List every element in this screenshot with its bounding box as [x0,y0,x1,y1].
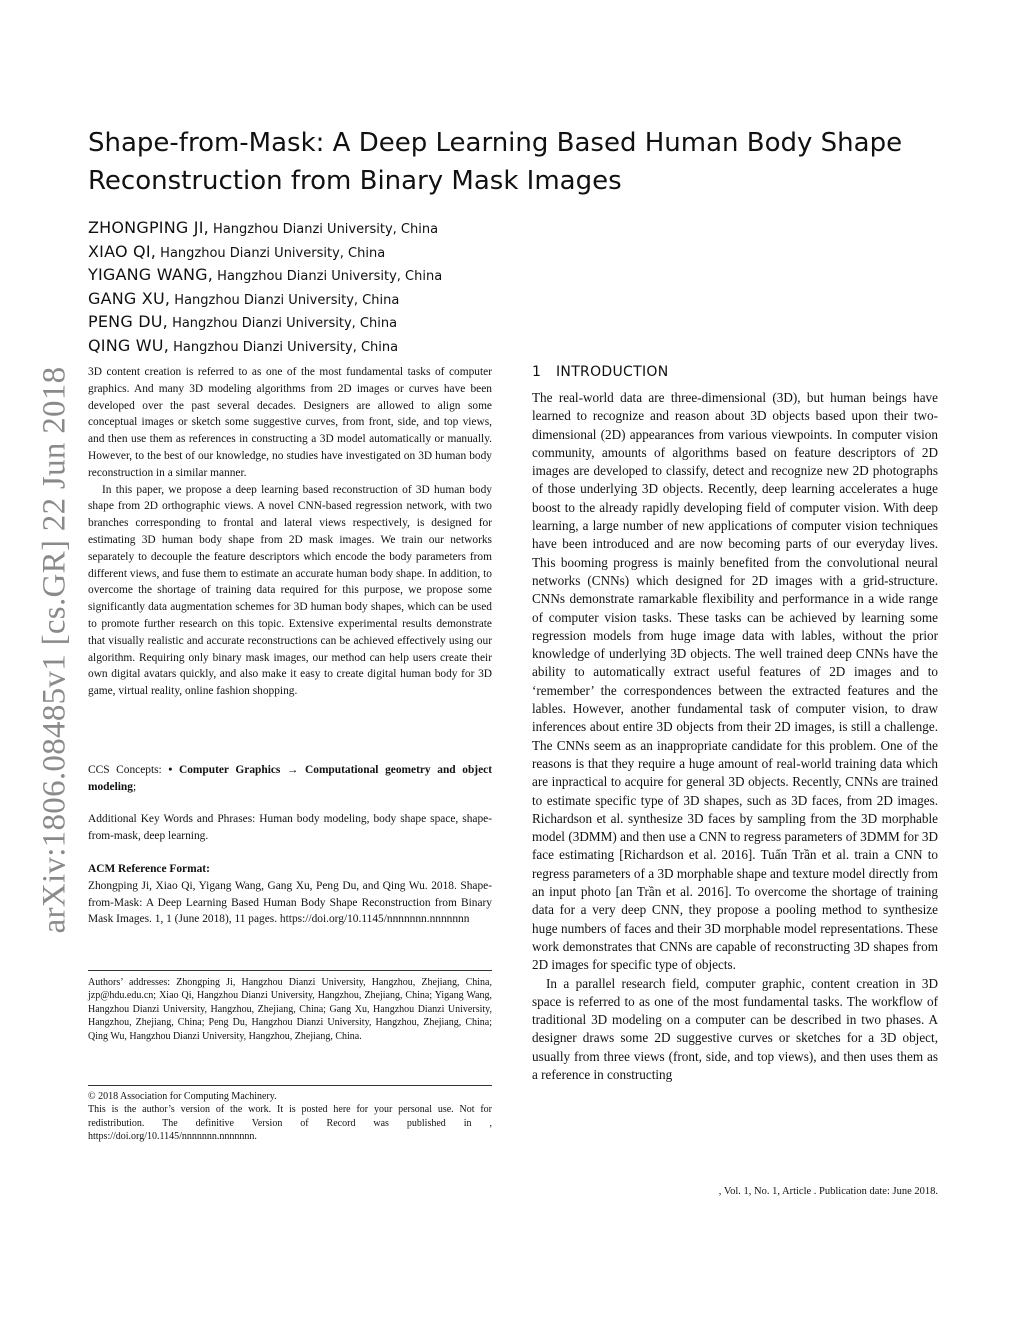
intro-paragraph-1: The real-world data are three-dimensional (3D), but human beings have learned to recognize and reason about 3D objects based upon their two-dimensional (2D) appearances from various viewpoints. In computer vision community, amounts of algorithms based on feature descriptors of 2D images are developed to classify, detect and recognize new 2D photographs of those underlying 3D objects. Recently, deep learning accelerates a huge boost to the already rapidly developing field of computer vision. With deep learning, a large number of new applications of computer vision techniques have been introduced and are now becoming parts of our everyday lives. This booming progress is mainly benefited from the convolutional neural networks (CNNs) which designed for 2D images with a grid-structure. CNNs demonstrate ramarkable flexibility and performance in a wide range of computer vision tasks. These tasks can be achieved by learning some regression models from huge image data with lables, without the prior knowledge of underlying 3D objects. The well trained deep CNNs have the ability to automatically extract useful features of 2D images and to ‘remember’ the correspondences between the extracted features and the lables. However, another fundamental task of computer vision, to draw inferences about entire 3D objects from their 2D images, is still a challenge. The CNNs seem as an inappropriate candidate for this problem. One of the reasons is that they require a huge amount of real-world training data which are inpractical to acquire for general 3D objects. Recently, CNNs are trained to estimate specific type of 3D shapes, such as 3D faces, from 2D images. Richardson et al. synthesize 3D faces by sampling from the 3D morphable model (3DMM) and then use a CNN to regress parameters of 3DMM for 3D face estimating [Richardson et al. 2016]. Tuấn Trần et al. train a CNN to regress parameters of a 3D morphable shape and texture model directly from an input photo [an Trần et al. 2016]. To overcome the shortage of training data for a very deep CNN, they propose a pooling method to synthesize huge numbers of faces and their 3D morphable model representations. These work demonstrates that CNNs are capable of reconstructing 3D shapes from 2D images for specific type of objects. [532,390,938,973]
version-notice: This is the author’s version of the work. It is posted here for your personal use. Not for redistribution. The definitive Version of Record was published in , https://doi.org/10.1145/nnnnnnn.nnnnnnn. [88,1104,492,1143]
ccs-concepts [88,762,492,796]
paper-title [88,124,948,200]
copyright-notice [88,1090,492,1144]
author-row [88,336,508,360]
section-number: 1 [532,364,542,380]
author-name: ZHONGPING JI, [88,218,209,237]
author-name: PENG DU, [88,312,168,331]
acm-reference-format [88,861,492,928]
ccs-tail: ; [132,780,137,793]
ccs-concept-terms: • Computer Graphics → Computational geometry and object modeling [88,764,492,793]
author-addresses: Authors’ addresses: Zhongping Ji, Hangzhou Dianzi University, Hangzhou, Zhejiang, China, jzp@hdu.edu.cn; Xiao Qi, Hangzhou Dianzi University, Hangzhou, Zhejiang, China; Yigang Wang, Hangzhou Dianzi University, Hangzhou, Zhejiang, China; Gang Xu, Hangzhou Dianzi University, Hangzhou, Zhejiang, China; Peng Du, Hangzhou Dianzi University, Hangzhou, Zhejiang, China; Qing Wu, Hangzhou Dianzi University, Hangzhou, Zhejiang, China. [88,977,492,1042]
introduction-section [532,364,938,1084]
acm-reference-heading: ACM Reference Format: [88,863,210,875]
author-affiliation: Hangzhou Dianzi University, China [213,269,443,284]
author-name: YIGANG WANG, [88,265,214,284]
author-list [88,218,508,359]
keywords-text: Additional Key Words and Phrases: Human body modeling, body shape space, shape-from-mask, deep learning. [88,813,492,842]
author-affiliation: Hangzhou Dianzi University, China [167,316,398,331]
copyright-line: © 2018 Association for Computing Machinery. [88,1091,277,1102]
arxiv-identifier-stamp: arXiv:1806.08485v1 [cs.GR] 22 Jun 2018 [36,366,73,934]
section-heading [532,364,938,380]
author-name: XIAO QI, [88,241,157,261]
footnote-divider [88,970,492,971]
publication-footer: , Vol. 1, No. 1, Article . Publication date: June 2018. [718,1186,938,1197]
intro-paragraph-2: In a parallel research field, computer graphic, content creation in 3D space is referred to as one of the most fundamental tasks. The workflow of traditional 3D modeling on a computer can be described in two phases. A designer draws some 2D suggestive curves or sketches for a 3D object, usually from three views (front, side, and top views), and then uses them as a reference in constructing [532,975,938,1082]
keywords [88,811,492,845]
author-affiliation: Hangzhou Dianzi University, China [170,292,400,308]
copyright-divider [88,1085,492,1086]
author-row [88,242,508,266]
author-name: GANG XU, [88,288,171,308]
author-affiliation: Hangzhou Dianzi University, China [208,222,439,237]
author-row [88,312,508,336]
author-row [88,289,508,313]
section-title: INTRODUCTION [556,364,669,380]
author-row [88,265,508,289]
ccs-label: CCS Concepts: [88,764,169,776]
abstract-paragraph-1: 3D content creation is referred to as one of the most fundamental tasks of computer graphics. And many 3D modeling algorithms from 2D images or curves have been developed over the past several decades. Designers are allowed to align some conceptual images or sketch some suggestive curves, from front, side, and top views, and then use them as references in constructing a 3D model automatically or manually. However, to the best of our knowledge, no studies have investigated on 3D human body reconstruction in a similar manner. [88,366,492,479]
ccs-concepts-text [88,762,492,796]
title-line-2: Reconstruction from Binary Mask Images [88,166,622,196]
abstract-paragraph-2: In this paper, we propose a deep learning based reconstruction of 3D human body shape from 2D orthographic views. A novel CNN-based regression network, with two branches corresponding to frontal and lateral views respectively, is designed for estimating 3D human body shape from 2D mask images. We train our networks separately to decouple the feature descriptors which encode the body parameters from different views, and fuse them to estimate an accurate human body shape. In addition, to overcome the shortage of training data required for this purpose, we propose some significantly data augmentation schemes for 3D human body shapes, which can be used to promote further research on this topic. Extensive experimental results demonstrate that visually realistic and accurate reconstructions can be achieved effectively using our algorithm. Requiring only binary mask images, our method can help users create their own digital avatars quickly, and also make it easy to create digital human body for 3D game, virtual reality, online fashion shopping. [88,483,492,698]
author-affiliation: Hangzhou Dianzi University, China [156,245,386,261]
acm-reference-text: Zhongping Ji, Xiao Qi, Yigang Wang, Gang Xu, Peng Du, and Qing Wu. 2018. Shape-from-Mask: A Deep Learning Based Human Body Shape Reconstruction from Binary Mask Images. 1, 1 (June 2018), 11 pages. https://doi.org/10.1145/nnnnnnn.nnnnnnn [88,879,492,926]
abstract [88,364,492,700]
author-row [88,218,508,242]
title-line-1: Shape-from-Mask: A Deep Learning Based Human Body Shape [88,128,903,158]
author-name: QING WU, [88,335,169,355]
author-affiliation: Hangzhou Dianzi University, China [168,339,399,355]
